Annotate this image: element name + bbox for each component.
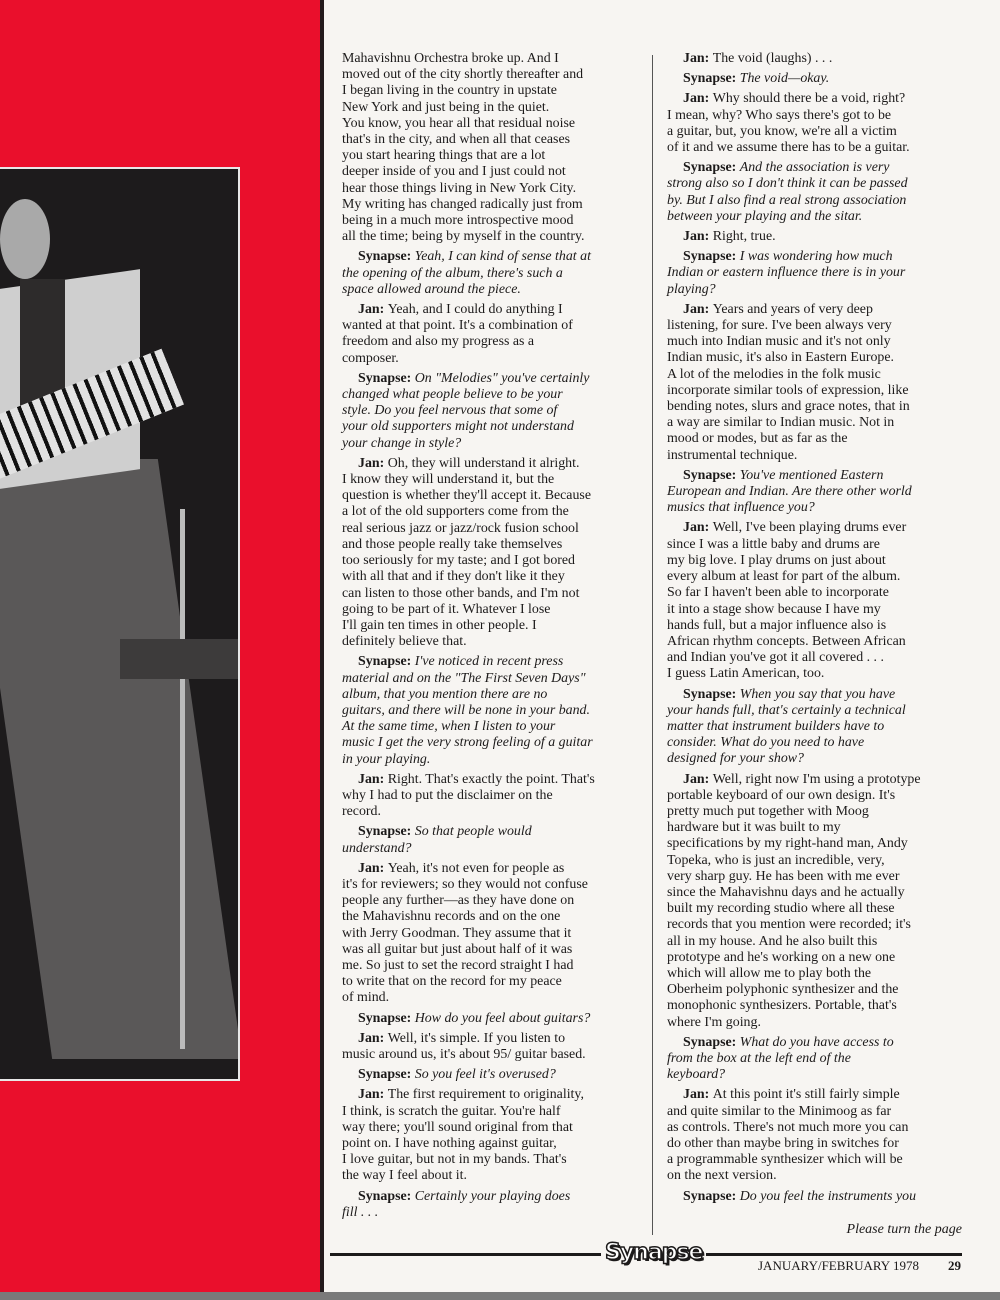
speaker-label: Jan: xyxy=(358,455,388,471)
article-column-2 xyxy=(667,51,967,1209)
speaker-label: Jan: xyxy=(683,1087,713,1103)
speaker-label: Jan: xyxy=(358,1030,388,1046)
answer-text: Well, it's simple. If you listen to music around us, it's about 95/ guitar based. xyxy=(342,1030,586,1062)
speaker-label: Jan: xyxy=(358,860,388,876)
paragraph xyxy=(342,51,642,245)
interviewer-question: The void—okay. xyxy=(739,71,830,87)
paragraph xyxy=(667,1189,967,1205)
interviewer-question: When you say that you have your hands full, that's certainly a technical matter that instrument builders have to consider. What do you need to have designed for your show? xyxy=(667,686,906,767)
answer-text: At this point it's still fairly simple and quite similar to the Minimoog as far as controls. There's not much more you can do other than maybe bring in switches for a programmable synthesizer which will be on the next version. xyxy=(667,1087,909,1184)
article-column-1 xyxy=(342,51,642,1225)
speaker-label: Synapse: xyxy=(683,249,740,265)
answer-text: Yeah, it's not even for people as it's for reviewers; so they would not confuse people any further—as they have done on the Mahavishnu records and on the one with Jerry Goodman. They assume that it was all guitar but just about half of it was me. So just to set the record straight I had to write that on the record for my peace of mind. xyxy=(342,860,588,1006)
paragraph xyxy=(342,861,642,1007)
paragraph xyxy=(667,91,967,156)
paragraph xyxy=(342,371,642,452)
paragraph xyxy=(667,1035,967,1084)
interviewer-question: I was wondering how much Indian or eastern influence there is in your playing? xyxy=(667,249,906,297)
interviewer-question: What do you have access to from the box at the left end of the keyboard? xyxy=(667,1034,894,1083)
paragraph xyxy=(342,1031,642,1063)
interviewer-question: And the association is very strong also so I don't think it can be passed by. But I also find a real strong association between your playing and the sitar. xyxy=(667,160,908,224)
interviewer-question: Do you feel the instruments you xyxy=(739,1188,917,1204)
speaker-label: Jan: xyxy=(683,229,713,245)
speaker-label: Synapse: xyxy=(683,1034,740,1050)
interviewer-question: Yeah, I can kind of sense that at the opening of the album, there's such a space allowed around the piece. xyxy=(342,249,591,297)
speaker-label: Jan: xyxy=(683,91,713,107)
speaker-label: Jan: xyxy=(358,302,388,318)
paragraph xyxy=(342,772,642,821)
paragraph xyxy=(667,302,967,464)
speaker-label: Synapse: xyxy=(358,1010,415,1026)
speaker-label: Synapse: xyxy=(358,824,415,840)
speaker-label: Synapse: xyxy=(683,160,740,176)
speaker-label: Jan: xyxy=(358,771,388,787)
speaker-label: Synapse: xyxy=(683,1188,740,1204)
answer-text: Right, true. xyxy=(712,229,776,245)
paragraph xyxy=(667,249,967,298)
paragraph xyxy=(667,687,967,768)
speaker-label: Synapse: xyxy=(358,654,415,670)
speaker-label: Jan: xyxy=(683,51,713,66)
speaker-label: Synapse: xyxy=(358,370,415,386)
interviewer-question: So you feel it's overused? xyxy=(414,1067,556,1083)
speaker-label: Jan: xyxy=(683,301,713,317)
synapse-logo: Synapse xyxy=(601,1240,706,1266)
paragraph xyxy=(342,302,642,367)
continued-note: Please turn the page xyxy=(846,1222,962,1237)
interviewer-question: You've mentioned Eastern European and Indian. Are there other world musics that influence you? xyxy=(667,467,912,516)
answer-text: Yeah, and I could do anything I wanted at that point. It's a combination of freedom and also my progress as a composer. xyxy=(342,302,573,366)
answer-text: Years and years of very deep listening, for sure. I've been always very much into Indian music and it's not only Indian music, it's also in Eastern Europe. A lot of the melodies in the folk music incorporate similar tools of expression, like bending notes, slurs and grace notes, that in a way are similar to Indian music. Not in mood or modes, but as far as the instrumental technique. xyxy=(667,301,910,463)
speaker-label: Synapse: xyxy=(683,71,740,87)
paragraph xyxy=(667,229,967,245)
answer-text: Oh, they will understand it alright. I know they will understand it, but the question is whether they'll accept it. Because a lot of the old supporters come from the real serious jazz or jazz/rock fusion school and those people really take themselves too seriously for my taste; and I got bored with all that and if they don't like it they can listen to those other bands, and I'm not going to be part of it. Whatever I lose I'll gain ten times in other people. I definitely believe that. xyxy=(342,455,591,650)
speaker-label: Synapse: xyxy=(683,686,740,702)
paragraph xyxy=(342,249,642,298)
speaker-label: Jan: xyxy=(683,771,713,787)
paragraph xyxy=(667,520,967,682)
speaker-label: Jan: xyxy=(683,520,713,536)
paragraph xyxy=(342,456,642,650)
answer-text: The void (laughs) . . . xyxy=(712,51,833,66)
answer-text: Why should there be a void, right? I mean, why? Who says there's got to be a guitar, but, you know, we're all a victim of it and we assume there has to be a guitar. xyxy=(667,91,910,156)
interviewer-question: On "Melodies" you've certainly changed what people believe to be your style. Do you feel nervous that some of your old supporters might not understand your change in style? xyxy=(342,370,590,451)
paragraph xyxy=(342,1189,642,1221)
page-edge xyxy=(0,1292,1000,1300)
issue-date: JANUARY/FEBRUARY 1978 xyxy=(758,1258,919,1273)
paragraph xyxy=(667,468,967,517)
paragraph xyxy=(667,51,967,67)
paragraph xyxy=(667,772,967,1031)
speaker-label: Jan: xyxy=(358,1087,388,1103)
paragraph xyxy=(342,1011,642,1027)
interviewer-question: So that people would understand? xyxy=(342,824,532,856)
paragraph xyxy=(667,1087,967,1184)
speaker-label: Synapse: xyxy=(683,467,740,483)
speaker-label: Synapse: xyxy=(358,249,415,265)
speaker-label: Synapse: xyxy=(358,1067,415,1083)
paragraph xyxy=(342,654,642,767)
red-band-border xyxy=(320,0,324,1300)
musician-photo xyxy=(0,167,240,1081)
answer-text: Mahavishnu Orchestra broke up. And I moved out of the city shortly thereafter and I began living in the country in upstate New York and just being in the quiet. You know, you hear all that residual noise that's in the city, and when all that ceases you start hearing things that are a lot deeper inside of you and I just could not hear those things living in New York City. My writing has changed radically just from being in a much more introspective mood all the time; being by myself in the country. xyxy=(342,51,585,245)
page-number: 29 xyxy=(948,1258,961,1273)
interviewer-question: How do you feel about guitars? xyxy=(414,1010,591,1026)
column-divider xyxy=(652,55,653,1235)
interviewer-question: I've noticed in recent press material and on the "The First Seven Days" album, that you mention there are no guitars, and there will be none in your band. At the same time, when I listen to your music I get the very strong feeling of a guitar in your playing. xyxy=(342,654,593,767)
paragraph xyxy=(342,824,642,856)
answer-text: Well, right now I'm using a prototype portable keyboard of our own design. It's pretty much put together with Moog hardware but it was built to my specifications by my right-hand man, Andy Topeka, who is just an incredible, very, very sharp guy. He has been with me ever since the Mahavishnu days and he actually built my recording studio where all these records that you mention were recorded; it's all in my house. And he also built this prototype and he's working on a new one which will allow me to play both the Oberheim polyphonic synthesizer and the monophonic synthesizers. Portable, that's where I'm going. xyxy=(667,771,921,1030)
speaker-label: Synapse: xyxy=(358,1188,415,1204)
paragraph xyxy=(667,160,967,225)
answer-text: The first requirement to originality, I think, is scratch the guitar. You're half way there; you'll sound original from that point on. I have nothing against guitar, I love guitar, but not in my bands. That's the way I feel about it. xyxy=(342,1087,584,1184)
paragraph xyxy=(342,1067,642,1083)
paragraph xyxy=(667,71,967,87)
answer-text: Right. That's exactly the point. That's why I had to put the disclaimer on the record. xyxy=(342,771,595,820)
answer-text: Well, I've been playing drums ever since I was a little baby and drums are my big love. I play drums on just about every album at least for part of the album. So far I haven't been able to incorporate it into a stage show because I have my hands full, but a major influence also is African rhythm concepts. Between African and Indian you've got it all covered . . . I guess Latin American, too. xyxy=(667,520,907,682)
paragraph xyxy=(342,1087,642,1184)
interviewer-question: Certainly your playing does fill . . . xyxy=(342,1188,571,1220)
